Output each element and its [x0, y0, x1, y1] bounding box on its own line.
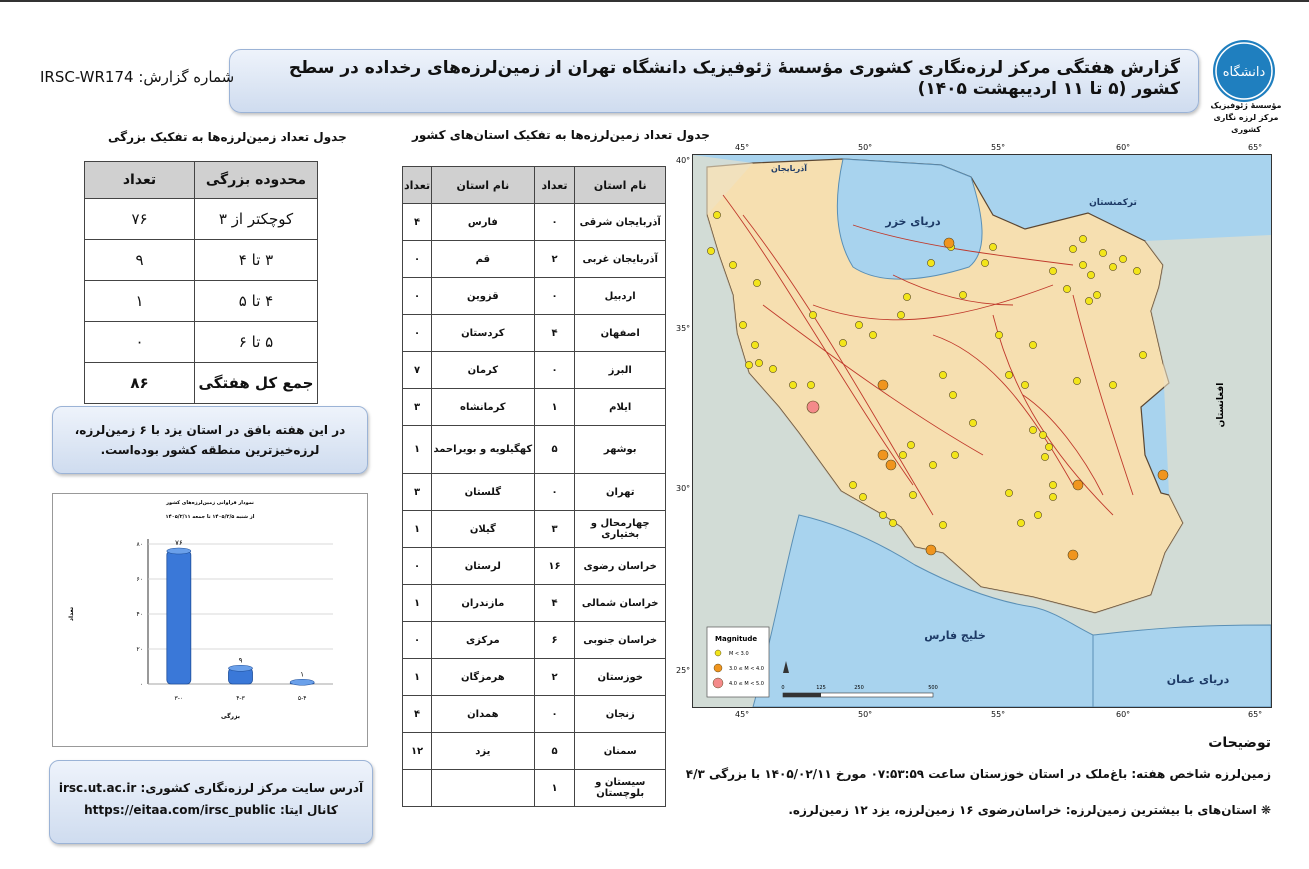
- table-row: [403, 241, 666, 278]
- province-name: قم: [432, 241, 534, 278]
- prov-header-count-2: تعداد: [403, 167, 432, 204]
- earthquake-marker: [1029, 426, 1036, 433]
- province-name: سمنان: [575, 733, 666, 770]
- table-row: [85, 322, 318, 363]
- province-name: اردبیل: [575, 278, 666, 315]
- azerbaijan-label: آذربایجان: [770, 164, 808, 173]
- province-table-caption: جدول تعداد زمین‌لرزه‌ها به تفکیک استان‌های کشور: [412, 128, 710, 142]
- earthquake-marker: [959, 291, 966, 298]
- earthquake-marker: [1109, 263, 1116, 270]
- province-count: ۵: [534, 426, 575, 474]
- x-tick-label: ۴-۳: [236, 695, 245, 702]
- earthquake-marker: [1029, 341, 1036, 348]
- province-name: چهارمحال و بختیاری: [575, 511, 666, 548]
- earthquake-marker: [869, 331, 876, 338]
- y-tick-label: ۲۰: [136, 646, 143, 653]
- province-name: کرمانشاه: [432, 389, 534, 426]
- turkmenistan-label: ترکمنستان: [1089, 198, 1137, 208]
- seismicity-map: [692, 154, 1272, 708]
- province-name: سیستان و بلوچستان: [575, 770, 666, 807]
- lon-tick-label: 50°: [858, 710, 873, 719]
- earthquake-marker: [859, 493, 866, 500]
- earthquake-marker: [897, 311, 904, 318]
- province-name: خراسان جنوبی: [575, 622, 666, 659]
- province-count: ۱: [403, 511, 432, 548]
- table-row: [403, 770, 666, 807]
- page-title: گزارش هفتگی مرکز لرزه‌نگاری کشوری مؤسسهٔ ژئوفیزیک دانشگاه تهران از زمین‌لرزه‌های رخداده در سطح کشور (۵ تا ۱۱ اردیبهشت ۱۴۰۵): [288, 58, 1180, 99]
- province-count: ۰: [534, 474, 575, 511]
- lat-tick-label: 35°: [676, 324, 691, 333]
- table-row: [403, 659, 666, 696]
- x-tick-label: ۵-۴: [297, 695, 307, 702]
- top-border: [0, 0, 1309, 2]
- earthquake-marker: [707, 247, 714, 254]
- province-count: ۱۶: [534, 548, 575, 585]
- province-name: لرستان: [432, 548, 534, 585]
- earthquake-marker: [886, 460, 896, 470]
- earthquake-marker: [807, 381, 814, 388]
- x-tick-label: ۳-۰: [174, 695, 184, 702]
- earthquake-marker: [753, 279, 760, 286]
- province-table: [402, 166, 666, 807]
- earthquake-marker: [1063, 285, 1070, 292]
- site-label: آدرس سایت مرکز لرزه‌نگاری کشوری:: [140, 781, 364, 795]
- earthquake-marker: [989, 243, 996, 250]
- y-tick-label: ۶۰: [136, 576, 143, 583]
- lon-tick-label: 45°: [735, 143, 750, 152]
- magnitude-table-caption: جدول تعداد زمین‌لرزه‌ها به تفکیک بزرگی: [108, 130, 347, 144]
- province-count: ۰: [534, 696, 575, 733]
- province-count: ۷: [403, 352, 432, 389]
- earthquake-marker: [751, 341, 758, 348]
- earthquake-marker: [1005, 489, 1012, 496]
- mag-range: ۳ تا ۴: [195, 240, 318, 281]
- map-legend: [707, 627, 769, 697]
- province-count: ۳: [403, 474, 432, 511]
- earthquake-marker: [995, 331, 1002, 338]
- logo-caption-line2: مرکز لرزه نگاری کشوری: [1213, 113, 1279, 134]
- province-name: مرکزی: [432, 622, 534, 659]
- scale-label: 250: [854, 685, 864, 691]
- logo-caption: [1200, 100, 1292, 136]
- total-label: جمع کل هفتگی: [195, 363, 318, 404]
- data-label: ۹: [238, 656, 243, 665]
- lat-tick-label: 25°: [676, 666, 691, 675]
- province-name: مازندران: [432, 585, 534, 622]
- mag-header-count: تعداد: [85, 162, 195, 199]
- mag-range: ۴ تا ۵: [195, 281, 318, 322]
- scale-bar-fill: [783, 693, 821, 697]
- province-name: آذربایجان شرقی: [575, 204, 666, 241]
- earthquake-marker: [1099, 249, 1106, 256]
- earthquake-marker: [849, 481, 856, 488]
- province-name: البرز: [575, 352, 666, 389]
- bar-top: [167, 548, 191, 554]
- province-name: ایلام: [575, 389, 666, 426]
- mag-header-range: محدوده بزرگی: [195, 162, 318, 199]
- total-value: ۸۶: [85, 363, 195, 404]
- earthquake-marker: [1049, 493, 1056, 500]
- province-count: ۱: [403, 426, 432, 474]
- title-banner: [229, 49, 1199, 113]
- province-name: تهران: [575, 474, 666, 511]
- legend-marker: [715, 650, 721, 656]
- province-name: کرمان: [432, 352, 534, 389]
- notes-line-1: زمین‌لرزه شاخص هفته: باغ‌ملک در استان خوزستان ساعت ۰۷:۵۳:۵۹ مورخ ۱۴۰۵/۰۲/۱۱ با بزرگی ۴/۳: [685, 767, 1271, 781]
- province-name: اصفهان: [575, 315, 666, 352]
- earthquake-marker: [713, 211, 720, 218]
- earthquake-marker: [909, 491, 916, 498]
- bar-top: [290, 679, 314, 685]
- table-row: [85, 199, 318, 240]
- province-count: ۰: [403, 241, 432, 278]
- legend-marker: [713, 678, 723, 688]
- table-row: [403, 278, 666, 315]
- province-count: ۶: [534, 622, 575, 659]
- table-row: [403, 622, 666, 659]
- earthquake-marker: [1133, 267, 1140, 274]
- province-count: ۰: [403, 548, 432, 585]
- mag-count: ۹: [85, 240, 195, 281]
- gulf-label: خلیج فارس: [924, 629, 986, 642]
- caspian-label: دریای خزر: [885, 215, 941, 228]
- chart-subtitle: از شنبه ۱۴۰۵/۲/۵ تا جمعه ۱۴۰۵/۲/۱۱: [165, 514, 255, 520]
- province-count: ۲: [534, 241, 575, 278]
- y-axis-label: تعداد: [68, 606, 75, 622]
- earthquake-marker: [1139, 351, 1146, 358]
- table-row: [403, 511, 666, 548]
- y-tick-label: ۰: [139, 681, 143, 688]
- earthquake-marker: [927, 259, 934, 266]
- chart-title: نمودار فراوانی زمین‌لرزه‌های کشور: [166, 500, 254, 506]
- earthquake-marker: [1034, 511, 1041, 518]
- scale-label: 125: [816, 685, 826, 691]
- earthquake-marker: [1049, 481, 1056, 488]
- province-count: [403, 770, 432, 807]
- logo-caption-line1: مؤسسهٔ ژئوفیزیک: [1210, 101, 1282, 110]
- province-count: ۲: [534, 659, 575, 696]
- scale-label: 0: [781, 685, 785, 691]
- prov-header-count: تعداد: [534, 167, 575, 204]
- data-label: ۷۶: [175, 539, 183, 547]
- earthquake-marker: [1017, 519, 1024, 526]
- earthquake-marker: [1039, 431, 1046, 438]
- legend-label: 4.0 ≤ M < 5.0: [729, 681, 764, 687]
- province-name: آذربایجان غربی: [575, 241, 666, 278]
- legend-label: 3.0 ≤ M < 4.0: [729, 666, 764, 672]
- earthquake-marker: [944, 238, 954, 248]
- earthquake-marker: [1068, 550, 1078, 560]
- y-tick-label: ۴۰: [136, 611, 143, 618]
- table-row: [85, 281, 318, 322]
- earthquake-marker: [949, 391, 956, 398]
- earthquake-marker: [809, 311, 816, 318]
- province-count: ۰: [534, 278, 575, 315]
- table-row: [403, 733, 666, 770]
- earthquake-marker: [807, 401, 819, 413]
- province-count: ۴: [403, 204, 432, 241]
- lon-tick-label: 45°: [735, 710, 750, 719]
- oman-sea: [1093, 625, 1271, 707]
- mag-count: ۱: [85, 281, 195, 322]
- province-count: ۱: [403, 585, 432, 622]
- prov-header-name-2: نام استان: [432, 167, 534, 204]
- notes-line-2: ❋ استان‌های با بیشترین زمین‌لرزه: خراسان‌رضوی ۱۶ زمین‌لرزه، یزد ۱۲ زمین‌لرزه.: [788, 803, 1271, 817]
- oman-label: دریای عمان: [1166, 673, 1230, 686]
- province-count: ۰: [534, 204, 575, 241]
- lon-tick-label: 60°: [1116, 143, 1131, 152]
- earthquake-marker: [855, 321, 862, 328]
- earthquake-marker: [1079, 261, 1086, 268]
- info-box: در این هفته بافق در استان یزد با ۶ زمین‌لرزه، لرزه‌خیزترین منطقه کشور بوده‌است.: [52, 406, 368, 474]
- lon-tick-label: 65°: [1248, 143, 1263, 152]
- earthquake-marker: [1069, 245, 1076, 252]
- bar-top: [229, 665, 253, 671]
- province-name: هرمزگان: [432, 659, 534, 696]
- earthquake-marker: [1087, 271, 1094, 278]
- table-row: [403, 389, 666, 426]
- province-count: ۱: [534, 770, 575, 807]
- earthquake-marker: [745, 361, 752, 368]
- earthquake-marker: [1041, 453, 1048, 460]
- province-count: ۱: [534, 389, 575, 426]
- lon-tick-label: 55°: [991, 143, 1006, 152]
- eitaa-link[interactable]: https://eitaa.com/irsc_public: [84, 803, 276, 817]
- province-count: ۵: [534, 733, 575, 770]
- lat-tick-label: 40°: [676, 156, 691, 165]
- mag-range: ۵ تا ۶: [195, 322, 318, 363]
- province-name: کهگیلویه و بویراحمد: [432, 426, 534, 474]
- province-count: ۰: [534, 352, 575, 389]
- earthquake-marker: [1021, 381, 1028, 388]
- lon-tick-label: 55°: [991, 710, 1006, 719]
- mag-count: ۷۶: [85, 199, 195, 240]
- earthquake-marker: [1005, 371, 1012, 378]
- earthquake-marker: [1079, 235, 1086, 242]
- site-link[interactable]: irsc.ut.ac.ir: [58, 781, 137, 795]
- earthquake-marker: [1073, 377, 1080, 384]
- earthquake-marker: [1085, 297, 1092, 304]
- lon-tick-label: 65°: [1248, 710, 1263, 719]
- earthquake-marker: [951, 451, 958, 458]
- table-row: [403, 696, 666, 733]
- table-row: [403, 204, 666, 241]
- province-count: ۴: [403, 696, 432, 733]
- legend-marker: [714, 664, 722, 672]
- y-tick-label: ۸۰: [136, 541, 143, 548]
- earthquake-marker: [729, 261, 736, 268]
- table-row: [403, 426, 666, 474]
- province-name: فارس: [432, 204, 534, 241]
- lat-tick-label: 30°: [676, 484, 691, 493]
- province-name: خراسان شمالی: [575, 585, 666, 622]
- earthquake-marker: [1158, 470, 1168, 480]
- scale-label: 500: [928, 685, 938, 691]
- earthquake-marker: [907, 441, 914, 448]
- earthquake-marker: [929, 461, 936, 468]
- province-count: ۰: [403, 622, 432, 659]
- earthquake-marker: [903, 293, 910, 300]
- report-number: IRSC-WR174: [40, 68, 134, 86]
- table-row: [403, 585, 666, 622]
- data-label: ۱: [300, 670, 305, 679]
- eitaa-line: [50, 803, 372, 817]
- province-count: ۰: [403, 278, 432, 315]
- table-row: [403, 315, 666, 352]
- site-line: [50, 781, 372, 795]
- eitaa-label: کانال ایتا:: [279, 803, 338, 817]
- province-name: [432, 770, 534, 807]
- province-count: ۳: [403, 389, 432, 426]
- map-svg: [693, 155, 1271, 707]
- province-count: ۱۲: [403, 733, 432, 770]
- afghanistan-label: افغانستان: [1216, 382, 1226, 428]
- earthquake-marker: [739, 321, 746, 328]
- earthquake-marker: [755, 359, 762, 366]
- earthquake-marker: [789, 381, 796, 388]
- prov-header-name: نام استان: [575, 167, 666, 204]
- province-count: ۴: [534, 315, 575, 352]
- table-row: [403, 352, 666, 389]
- province-name: کردستان: [432, 315, 534, 352]
- mag-range: کوچکتر از ۳: [195, 199, 318, 240]
- province-count: ۰: [403, 315, 432, 352]
- lon-ticks-bottom: [692, 710, 1270, 722]
- table-row: [403, 548, 666, 585]
- earthquake-marker: [899, 451, 906, 458]
- earthquake-marker: [939, 521, 946, 528]
- earthquake-marker: [926, 545, 936, 555]
- svg-text:دانشگاه: دانشگاه: [1222, 65, 1266, 80]
- lat-ticks: [676, 154, 690, 706]
- legend-title: Magnitude: [715, 635, 758, 643]
- lon-ticks-top: [692, 143, 1270, 155]
- table-row: [85, 240, 318, 281]
- mag-count: ۰: [85, 322, 195, 363]
- province-name: گیلان: [432, 511, 534, 548]
- frequency-chart: [52, 493, 368, 747]
- province-count: ۳: [534, 511, 575, 548]
- province-name: بوشهر: [575, 426, 666, 474]
- notes-title: توضیحات: [1208, 735, 1271, 751]
- table-row: [85, 363, 318, 404]
- earthquake-marker: [878, 450, 888, 460]
- province-count: ۴: [534, 585, 575, 622]
- earthquake-marker: [969, 419, 976, 426]
- university-logo: [1213, 40, 1275, 102]
- earthquake-marker: [981, 259, 988, 266]
- province-name: خوزستان: [575, 659, 666, 696]
- earthquake-marker: [1093, 291, 1100, 298]
- province-name: خراسان رضوی: [575, 548, 666, 585]
- lon-tick-label: 60°: [1116, 710, 1131, 719]
- earthquake-marker: [889, 519, 896, 526]
- magnitude-table: [84, 161, 318, 404]
- table-row: [403, 474, 666, 511]
- earthquake-marker: [769, 365, 776, 372]
- report-number-block: [40, 68, 234, 86]
- earthquake-marker: [1119, 255, 1126, 262]
- earthquake-marker: [939, 371, 946, 378]
- earthquake-marker: [879, 511, 886, 518]
- province-name: قزوین: [432, 278, 534, 315]
- report-number-label: شماره گزارش:: [138, 68, 235, 86]
- earthquake-marker: [1073, 480, 1083, 490]
- chart-svg: [53, 494, 367, 746]
- lon-tick-label: 50°: [858, 143, 873, 152]
- province-name: یزد: [432, 733, 534, 770]
- earthquake-marker: [1045, 443, 1052, 450]
- province-name: گلستان: [432, 474, 534, 511]
- legend-label: M < 3.0: [729, 651, 749, 657]
- province-count: ۱: [403, 659, 432, 696]
- x-axis-label: بزرگی: [221, 713, 240, 720]
- province-name: زنجان: [575, 696, 666, 733]
- bar: [167, 551, 191, 684]
- earthquake-marker: [839, 339, 846, 346]
- earthquake-marker: [1109, 381, 1116, 388]
- earthquake-marker: [1049, 267, 1056, 274]
- province-name: همدان: [432, 696, 534, 733]
- contact-box: [49, 760, 373, 844]
- earthquake-marker: [878, 380, 888, 390]
